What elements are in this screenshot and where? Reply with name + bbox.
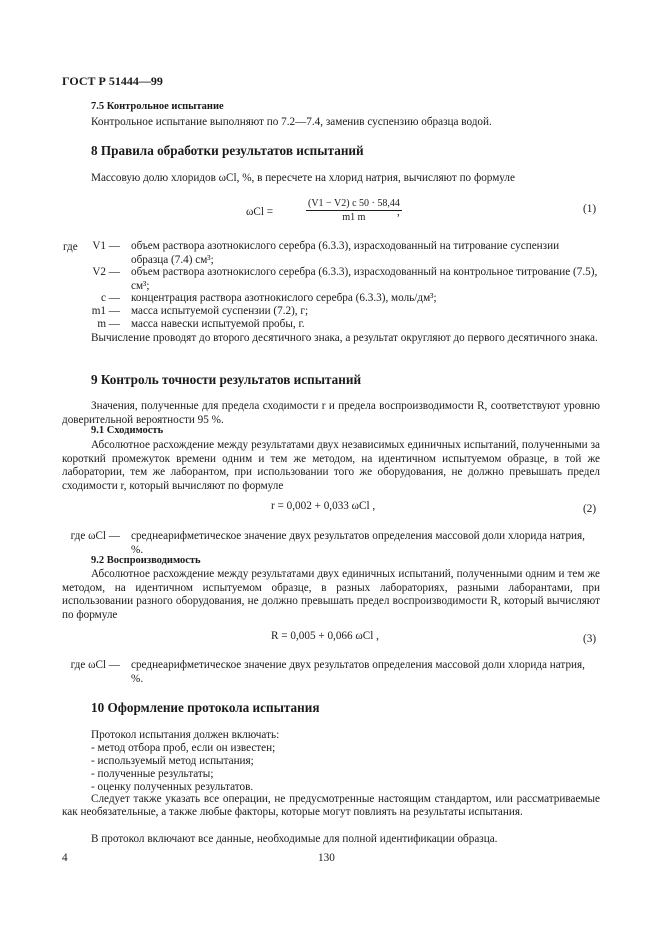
where-label: где xyxy=(63,241,78,253)
def-m-text: масса навески испытуемой пробы, г. xyxy=(131,318,305,330)
section-7-5-text: Контрольное испытание выполняют по 7.2—7.4, заменив суспензию образца водой. xyxy=(91,116,492,128)
section-10-title: 10 Оформление протокола испытания xyxy=(91,700,320,715)
section-9-title: 9 Контроль точности результатов испытаний xyxy=(91,372,362,387)
section-10-paragraph-2: Следует также указать все операции, не предусмотренные настоящим стандартом, или рассматриваемые как необязательные, а также любые факторы, которые могут повлиять на результаты испытания. xyxy=(62,793,600,819)
def-v2-symbol: V2 — xyxy=(92,266,120,278)
section-9-2-text: Абсолютное расхождение между результатами двух единичных испытаний, полученными одним и тем же методом, на идентичном испытуемом образце, в разных лабораториях, разными лаборантами, при использовании разного оборудования, не должно превышать предел воспроизводимости R, который вычисляют по формуле xyxy=(62,568,600,621)
document-code: ГОСТ Р 51444—99 xyxy=(62,74,163,88)
def-m-symbol: m — xyxy=(97,318,120,330)
def-v1-text: объем раствора азотнокислого серебра (6.3.3), израсходованный на титрование суспензии образца (7.4) см³; xyxy=(131,240,560,266)
list-item: - полученные результаты; xyxy=(91,768,214,780)
where-3-text: среднеарифметическое значение двух результатов определения массовой доли хлорида натрия, %. xyxy=(131,659,585,685)
formula-1-tail: , xyxy=(397,206,400,218)
where-3-symbol: где ωCl — xyxy=(70,659,120,671)
where-2-text: среднеарифметическое значение двух результатов определения массовой доли хлорида натрия, %. xyxy=(131,530,585,556)
def-c-symbol: c — xyxy=(101,292,120,304)
section-7-5-title: 7.5 Контрольное испытание xyxy=(91,101,224,112)
formula-3-number: (3) xyxy=(583,633,597,645)
section-10-intro: Протокол испытания должен включать: xyxy=(91,729,280,741)
formula-1-number: (1) xyxy=(583,203,597,215)
def-v1-symbol: V1 — xyxy=(92,240,120,252)
section-10-paragraph-3: В протокол включают все данные, необходимые для полной идентификации образца. xyxy=(91,833,498,845)
formula-2-number: (2) xyxy=(583,503,597,515)
list-item: - оценку полученных результатов. xyxy=(91,781,254,793)
formula-1-lhs: ωCl = xyxy=(246,206,274,218)
section-9-1-text: Абсолютное расхождение между результатами двух независимых единичных испытаний, полученными за короткий промежуток времени одним и тем же методом, на идентичном испытуемом образце, в той же лаборатории, тем же лаборантом, при использовании того же оборудования, не должно превышать предел сходимости r, который вычисляют по формуле xyxy=(62,439,600,492)
section-8-title: 8 Правила обработки результатов испытаний xyxy=(91,143,364,158)
section-9-1-title: 9.1 Сходимость xyxy=(91,425,164,436)
where-2-symbol: где ωCl — xyxy=(70,530,120,542)
formula-2: r = 0,002 + 0,033 ωCl , xyxy=(271,500,376,512)
def-m1-text: масса испытуемой суспензии (7.2), г; xyxy=(131,305,309,317)
list-item: - метод отбора проб, если он известен; xyxy=(91,742,276,754)
formula-3: R = 0,005 + 0,066 ωCl , xyxy=(271,630,379,642)
formula-1-fraction xyxy=(306,198,402,223)
page-number-center: 130 xyxy=(318,852,335,864)
section-9-2-title: 9.2 Воспроизводимость xyxy=(91,555,201,566)
page-number-left: 4 xyxy=(62,852,68,864)
def-m1-symbol: m1 — xyxy=(91,305,120,317)
section-9-intro: Значения, полученные для предела сходимости r и предела воспроизводимости R, соответствуют уровню доверительной вероятности 95 %. xyxy=(62,400,600,426)
def-c-text: концентрация раствора азотнокислого серебра (6.3.3), моль/дм³; xyxy=(131,292,437,304)
formula-1-denominator: m1 m xyxy=(342,212,366,223)
list-item: - используемый метод испытания; xyxy=(91,755,254,767)
def-v2-text: объем раствора азотнокислого серебра (6.3.3), израсходованный на контрольное титрование (7.5), см³; xyxy=(131,266,598,292)
section-8-closing: Вычисление проводят до второго десятичного знака, а результат округляют до первого десятичного знака. xyxy=(91,332,598,344)
formula-1-numerator: (V1 − V2) c 50 · 58,44 xyxy=(308,198,400,209)
section-8-intro: Массовую долю хлоридов ωCl, %, в пересчете на хлорид натрия, вычисляют по формуле xyxy=(91,172,515,184)
